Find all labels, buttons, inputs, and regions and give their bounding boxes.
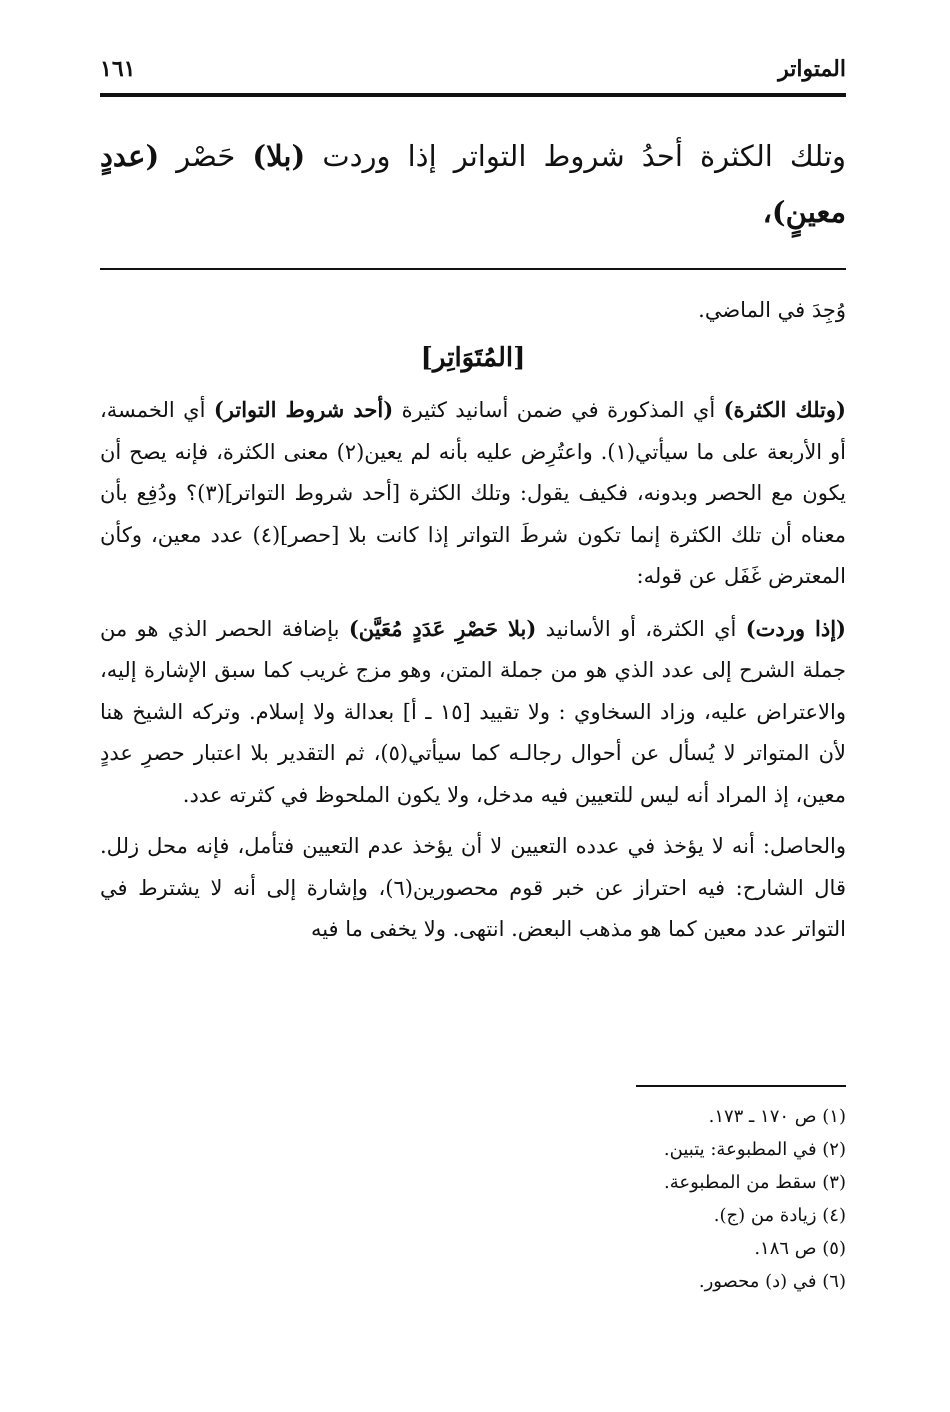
matn-part-1: وتلك الكثرة أحدُ شروط التواتر إذا وردت bbox=[322, 139, 847, 173]
text-1: أي المذكورة في ضمن أسانيد كثيرة bbox=[401, 398, 716, 422]
footnote-rule bbox=[636, 1085, 846, 1087]
commentary bbox=[100, 290, 846, 961]
text-4: بإضافة الحصر الذي هو من جملة الشرح إلى عدد الذي هو من جملة المتن، وهو مزج غريب كما سبق الإشارة إليه، والاعتراض عليه، وزاد السخاوي : ولا تقييد [١٥ ـ أ] بعدالة ولا إسلام. وتركه الشيخ هنا لأن المتواتر لا يُسأل عن أحوال رجالـه كما سيأتي(٥)، ثم التقدير بلا اعتبار حصرِ عددٍ معين، إذ المراد أنه ليس للتعيين فيه مدخل، ولا يكون الملحوظ في كثرته عدد. bbox=[100, 616, 847, 807]
footnotes bbox=[100, 1100, 846, 1298]
page-number: ١٦١ bbox=[100, 56, 136, 82]
continued-line: وُجِدَ في الماضي. bbox=[698, 298, 846, 322]
matn-part-2: (بلا) bbox=[252, 139, 306, 173]
paragraph-2 bbox=[100, 608, 846, 817]
footnote: (١) ص ١٧٠ ـ ١٧٣. bbox=[708, 1106, 846, 1127]
footnote: (٢) في المطبوعة: يتبين. bbox=[663, 1139, 846, 1160]
paragraph-3: والحاصل: أنه لا يؤخذ في عدده التعيين لا أن يؤخذ عدم التعيين فتأمل، فإنه محل زلل. قال الشارح: فيه احتراز عن خبر قوم محصورين(٦)، وإشارة إلى أنه لا يشترط في التواتر عدد معين كما هو مذهب البعض. انتهى. ولا يخفى ما فيه bbox=[100, 834, 846, 941]
footnote: (٦) في (د) محصور. bbox=[698, 1271, 846, 1292]
footnote: (٥) ص ١٨٦. bbox=[754, 1238, 846, 1259]
text-2: أي الخمسة، أو الأربعة على ما سيأتي(١). واعتُرِض عليه بأنه لم يعين(٢) معنى الكثرة، فإنه يصح أن يكون مع الحصر وبدونه، فكيف يقول: وتلك الكثرة [أحد شروط التواتر](٣)؟ ودُفِع بأن معناه أن تلك الكثرة إنما تكون شرطَ التواتر إذا كانت بلا [حصر](٤) عدد معين، وكأن المعترض غَفَل عن قوله: bbox=[100, 398, 847, 588]
matn-text bbox=[100, 128, 846, 240]
chapter-title: المتواتر bbox=[778, 56, 846, 82]
matn-divider bbox=[100, 268, 846, 270]
matn-part-3: حَصْر bbox=[176, 139, 236, 173]
section-heading: [المُتَوَاتِر] bbox=[420, 342, 526, 373]
running-header bbox=[100, 48, 846, 92]
text-3: أي الكثرة، أو الأسانيد bbox=[545, 616, 737, 641]
footnote: (٣) سقط من المطبوعة. bbox=[663, 1172, 846, 1193]
matn-part-4: (عددٍ معينٍ)، bbox=[100, 139, 846, 229]
footnote: (٤) زيادة من (ج). bbox=[713, 1205, 846, 1226]
quote-3: (إذا وردت) bbox=[745, 615, 846, 641]
paragraph-1 bbox=[100, 389, 846, 598]
quote-1: (وتلك الكثرة) bbox=[723, 397, 846, 422]
quote-4: (بلا حَصْرِ عَدَدٍ مُعَيَّن) bbox=[348, 615, 537, 641]
quote-2: (أحد شروط التواتر) bbox=[213, 397, 394, 422]
header-rule bbox=[100, 93, 846, 97]
